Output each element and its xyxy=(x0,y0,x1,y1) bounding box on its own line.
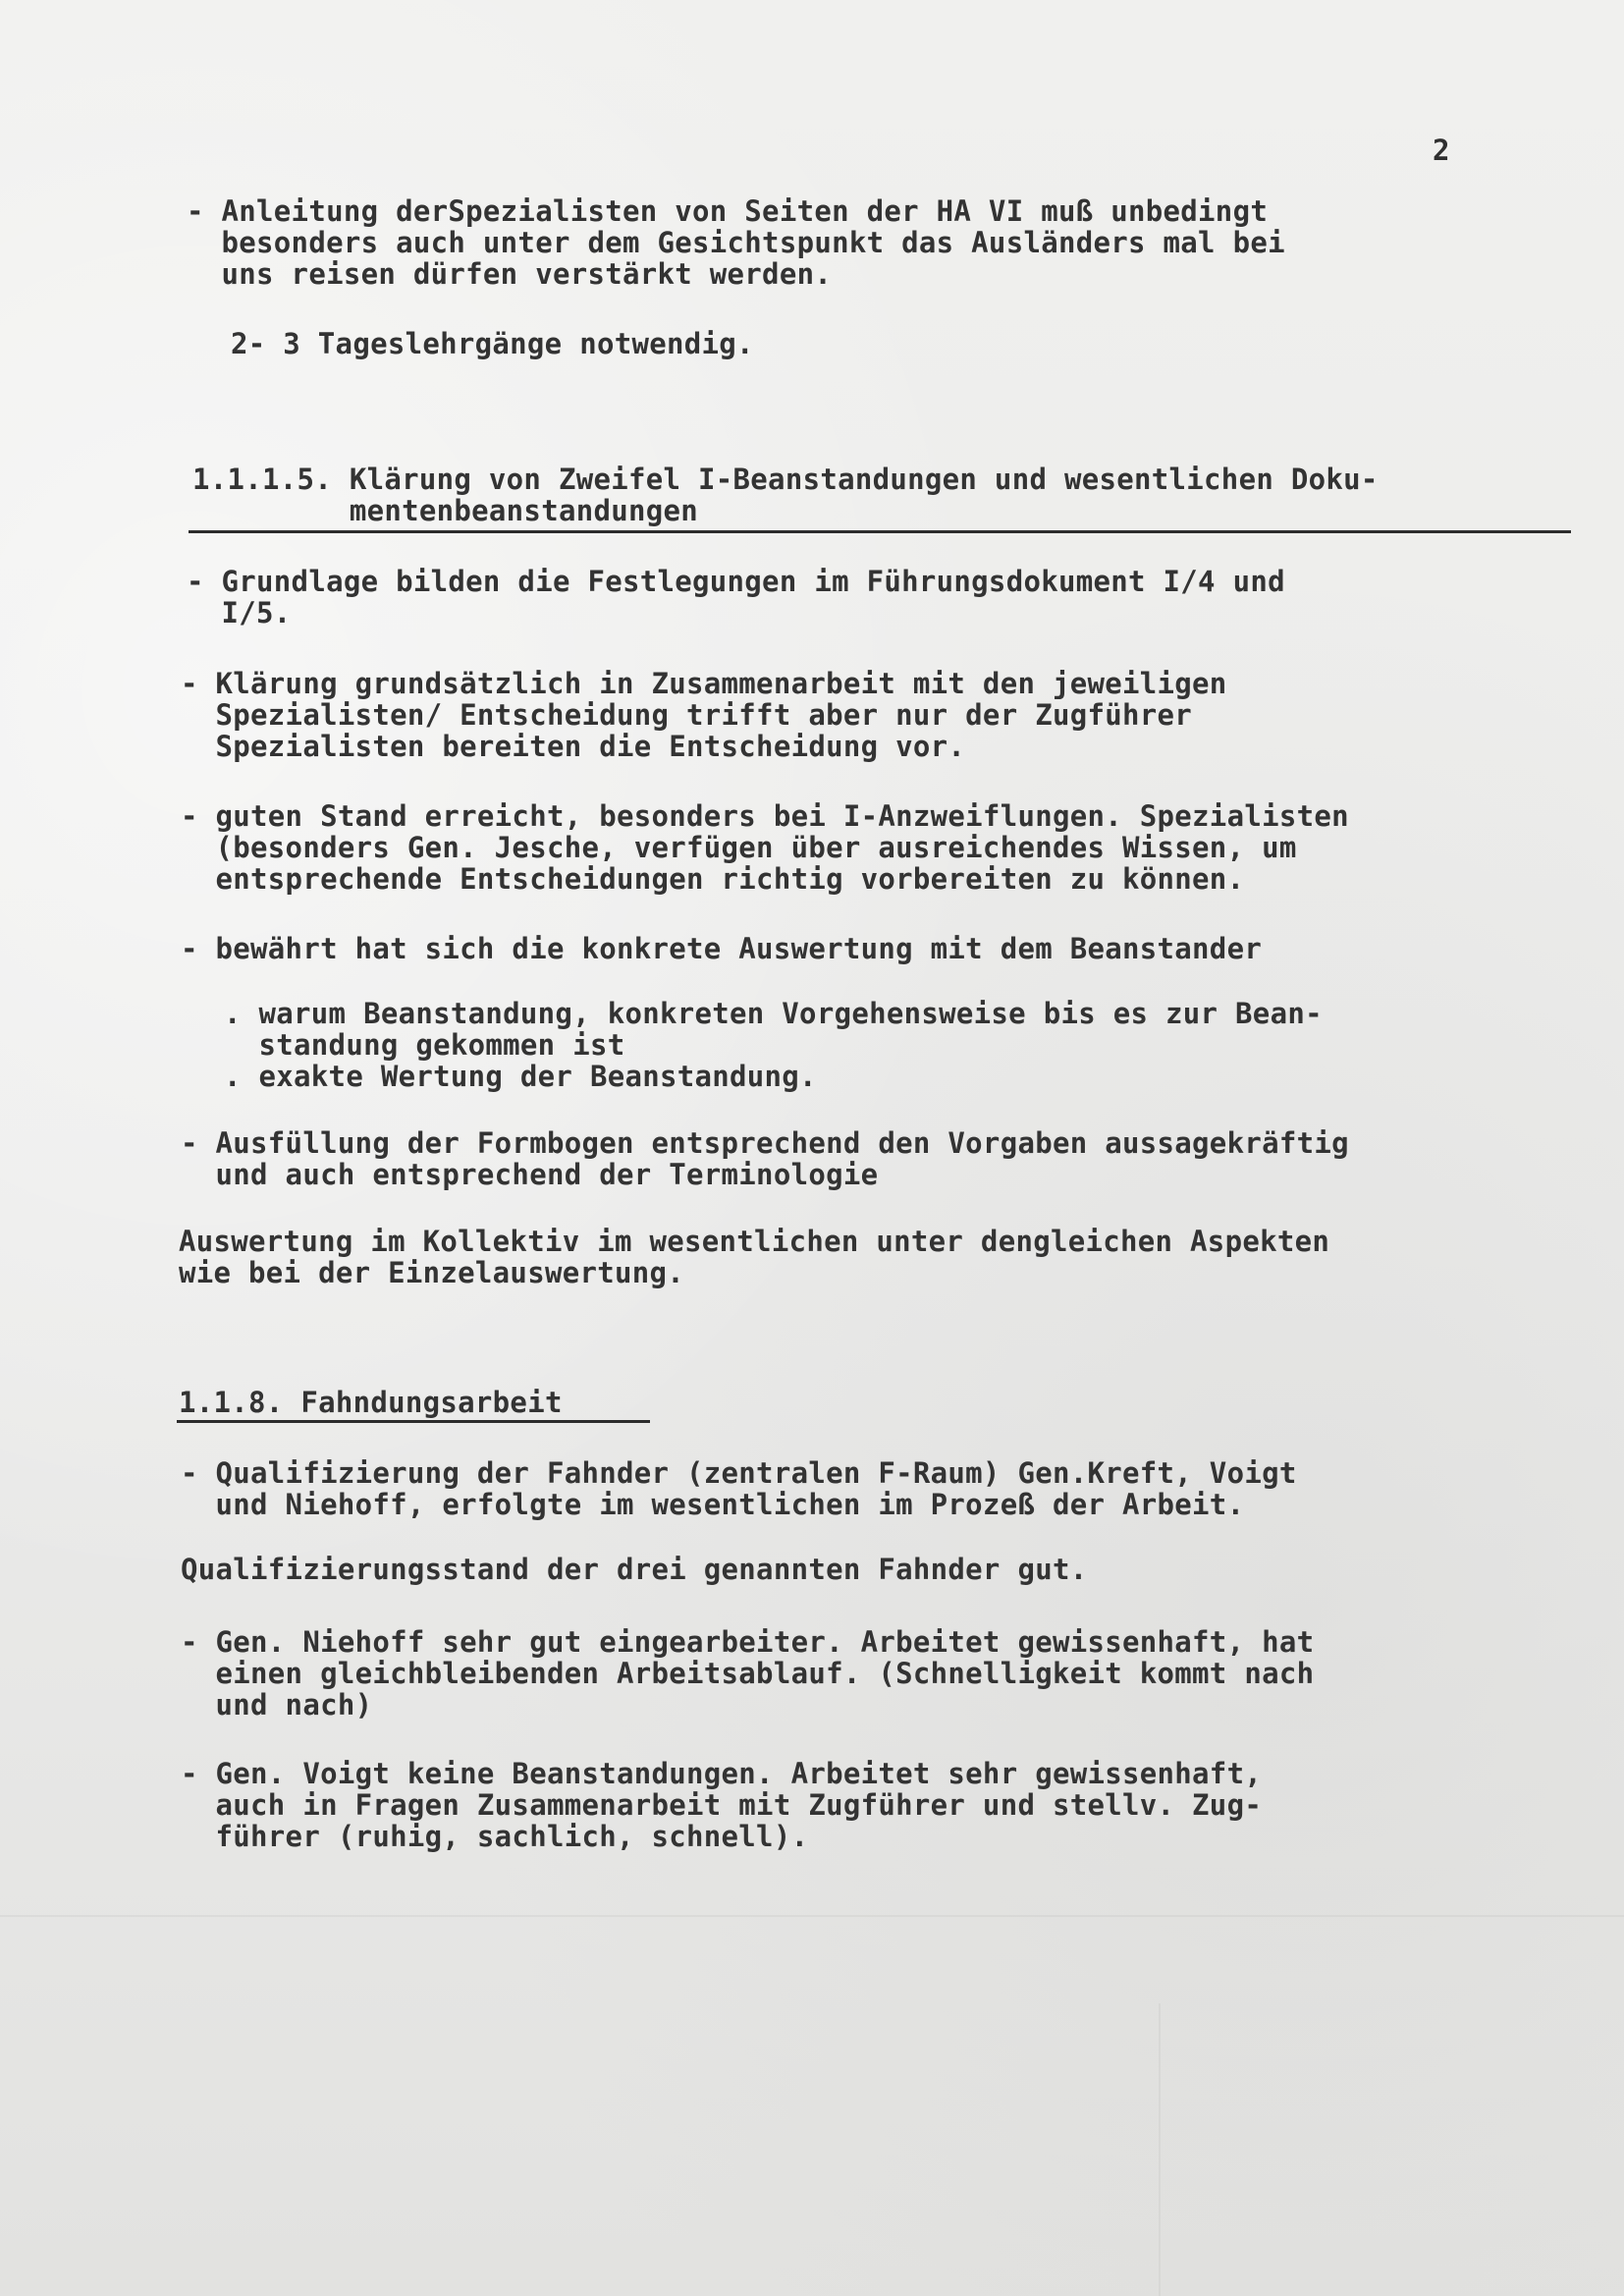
heading-underline xyxy=(177,1420,650,1423)
text-line: - Gen. Voigt keine Beanstandungen. Arbeitet sehr gewissenhaft, xyxy=(181,1757,1263,1790)
text-line: auch in Fragen Zusammenarbeit mit Zugführer und stellv. Zug- xyxy=(181,1788,1263,1822)
text-line: - bewährt hat sich die konkrete Auswertung mit dem Beanstander xyxy=(181,932,1263,965)
text-line: entsprechende Entscheidungen richtig vorbereiten zu können. xyxy=(181,862,1245,896)
text-line: - Anleitung derSpezialisten von Seiten der HA VI muß unbedingt xyxy=(187,194,1269,228)
text-line: (besonders Gen. Jesche, verfügen über ausreichendes Wissen, um xyxy=(181,831,1297,864)
text-line: Spezialisten/ Entscheidung trifft aber nur der Zugführer xyxy=(181,698,1193,732)
text-line: - Grundlage bilden die Festlegungen im Führungsdokument I/4 und xyxy=(187,565,1285,598)
text-line: - guten Stand erreicht, besonders bei I-Anzweiflungen. Spezialisten xyxy=(181,799,1349,833)
paper-crease xyxy=(1159,2003,1161,2296)
text-line: Qualifizierungsstand der drei genannten Fahnder gut. xyxy=(181,1553,1088,1586)
text-line: I/5. xyxy=(187,596,292,629)
text-line: standung gekommen ist xyxy=(224,1028,625,1062)
paper-crease xyxy=(0,1915,1624,1917)
heading-underline xyxy=(189,530,1571,533)
text-line: und Niehoff, erfolgte im wesentlichen im Prozeß der Arbeit. xyxy=(181,1488,1245,1521)
text-line: wie bei der Einzelauswertung. xyxy=(179,1256,685,1289)
text-line: - Ausfüllung der Formbogen entsprechend den Vorgaben aussagekräftig xyxy=(181,1126,1349,1160)
text-line: und nach) xyxy=(181,1688,373,1722)
text-line: Spezialisten bereiten die Entscheidung vor. xyxy=(181,730,966,763)
text-line: . warum Beanstandung, konkreten Vorgehensweise bis es zur Bean- xyxy=(224,997,1323,1030)
text-line: und auch entsprechend der Terminologie xyxy=(181,1158,879,1191)
text-line: - Gen. Niehoff sehr gut eingearbeiter. Arbeitet gewissenhaft, hat xyxy=(181,1625,1315,1659)
text-line: führer (ruhig, sachlich, schnell). xyxy=(181,1820,809,1853)
text-line: einen gleichbleibenden Arbeitsablauf. (Schnelligkeit kommt nach xyxy=(181,1657,1315,1690)
text-line: - Klärung grundsätzlich in Zusammenarbeit mit den jeweiligen xyxy=(181,667,1227,700)
section-heading: 1.1.1.5. Klärung von Zweifel I-Beanstandungen und wesentlichen Doku- xyxy=(192,463,1379,496)
page-number: 2 xyxy=(1433,134,1450,167)
section-heading: 1.1.8. Fahndungsarbeit xyxy=(179,1386,563,1419)
section-heading: mentenbeanstandungen xyxy=(192,494,699,527)
text-line: 2- 3 Tageslehrgänge notwendig. xyxy=(231,327,754,360)
text-line: uns reisen dürfen verstärkt werden. xyxy=(187,257,833,291)
text-line: besonders auch unter dem Gesichtspunkt das Ausländers mal bei xyxy=(187,226,1285,259)
text-line: Auswertung im Kollektiv im wesentlichen unter dengleichen Aspekten xyxy=(179,1225,1330,1258)
text-line: - Qualifizierung der Fahnder (zentralen F-Raum) Gen.Kreft, Voigt xyxy=(181,1456,1297,1490)
text-line: . exakte Wertung der Beanstandung. xyxy=(224,1060,817,1093)
